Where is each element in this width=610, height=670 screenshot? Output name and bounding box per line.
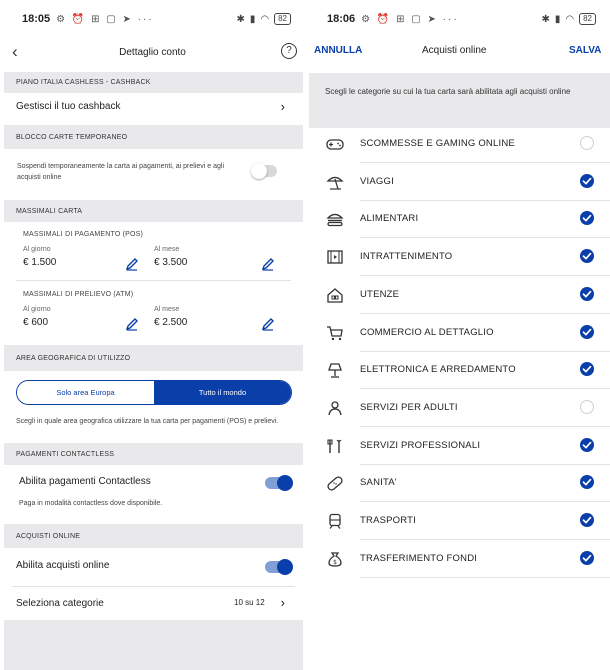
category-label: SERVIZI PROFESSIONALI [360, 439, 481, 451]
payment-day-value: € 1.500 [23, 257, 57, 268]
geo-option-world[interactable]: Tutto il mondo [154, 381, 291, 404]
online-purchases-screen [305, 0, 610, 670]
section-cashback: PIANO ITALIA CASHLESS - CASHBACK [4, 72, 303, 93]
category-row[interactable] [309, 427, 610, 465]
category-label: VIAGGI [360, 175, 394, 187]
limits-block [4, 222, 303, 340]
battery-icon: 82 [274, 13, 291, 25]
tools-icon [326, 438, 344, 454]
signal-icon: ▮ [554, 13, 561, 25]
temp-block-description: Sospendi temporaneamente la carta ai pagamenti, ai prelievi e agli acquisti online [17, 163, 225, 181]
bottom-background [4, 620, 303, 670]
contactless-label: Abilita pagamenti Contactless [19, 476, 151, 487]
page-header [0, 38, 305, 66]
signal-icon: ▮ [249, 13, 256, 25]
status-bar [305, 0, 610, 38]
edit-pencil-icon[interactable] [125, 317, 139, 331]
film-icon [326, 249, 344, 265]
geo-area-segmented-control [16, 380, 292, 405]
withdrawal-limits-title: MASSIMALI DI PRELIEVO (ATM) [23, 291, 134, 298]
burger-icon [326, 211, 344, 227]
checkmark-icon[interactable] [580, 287, 594, 301]
page-title: Dettaglio conto [119, 46, 186, 58]
category-label: SERVIZI PER ADULTI [360, 401, 458, 413]
wifi-icon: ◠ [565, 13, 575, 25]
select-categories-label: Seleziona categorie [16, 598, 104, 609]
unchecked-circle-icon[interactable] [580, 136, 594, 150]
category-label: TRASFERIMENTO FONDI [360, 552, 478, 564]
payment-month-value: € 3.500 [154, 257, 188, 268]
back-arrow-icon[interactable]: ‹ [12, 42, 18, 61]
temp-block-row [4, 149, 303, 195]
bandage-icon [326, 475, 344, 491]
section-geo-area: AREA GEOGRAFICA DI UTILIZZO [4, 345, 303, 371]
categories-count: 10 su 12 [234, 598, 265, 607]
chevron-right-icon: › [280, 595, 285, 610]
help-icon[interactable]: ? [281, 43, 297, 59]
checkmark-icon[interactable] [580, 438, 594, 452]
payment-day-label: Al giorno [23, 246, 51, 253]
divider [360, 577, 610, 578]
withdrawal-day-label: Al giorno [23, 306, 51, 313]
category-row[interactable] [309, 540, 610, 578]
wifi-icon: ◠ [260, 13, 270, 25]
category-row[interactable] [309, 502, 610, 540]
adult-icon [326, 400, 344, 416]
status-icons: ⚙ ⏰ ⊞ ▢ ➤ ··· [56, 13, 154, 25]
contactless-toggle[interactable] [265, 477, 289, 489]
select-categories-row[interactable] [4, 587, 303, 620]
checkmark-icon[interactable] [580, 362, 594, 376]
train-icon [326, 513, 344, 529]
unchecked-circle-icon[interactable] [580, 400, 594, 414]
checkmark-icon[interactable] [580, 249, 594, 263]
manage-cashback-label: Gestisci il tuo cashback [16, 101, 121, 112]
toggle-knob [251, 163, 267, 179]
contactless-row [4, 465, 303, 515]
beach-umbrella-icon [326, 174, 344, 190]
lamp-icon [326, 362, 344, 378]
online-toggle[interactable] [265, 561, 289, 573]
payment-month-label: Al mese [154, 246, 180, 253]
section-limits: MASSIMALI CARTA [4, 200, 303, 222]
payment-limits-title: MASSIMALI DI PAGAMENTO (POS) [23, 231, 144, 238]
category-row[interactable] [309, 163, 610, 201]
save-button[interactable]: SALVA [569, 45, 602, 56]
edit-pencil-icon[interactable] [261, 257, 275, 271]
status-bar [0, 0, 305, 38]
status-time: 18:05 [22, 13, 51, 25]
geo-option-europe[interactable]: Solo area Europa [17, 381, 154, 404]
category-label: TRASPORTI [360, 515, 416, 526]
divider [16, 280, 291, 281]
checkmark-icon[interactable] [580, 513, 594, 527]
checkmark-icon[interactable] [580, 475, 594, 489]
category-label: ALIMENTARI [360, 213, 419, 225]
status-icons: ⚙ ⏰ ⊞ ▢ ➤ ··· [361, 13, 459, 25]
checkmark-icon[interactable] [580, 325, 594, 339]
category-label: SCOMMESSE E GAMING ONLINE [360, 138, 515, 149]
geo-area-hint: Scegli in quale area geografica utilizzare la tua carta per pagamenti (POS) e prelievi. [16, 418, 279, 425]
contactless-hint: Paga in modalità contactless dove disponibile. [19, 500, 163, 507]
checkmark-icon[interactable] [580, 211, 594, 225]
category-row[interactable] [309, 276, 610, 314]
category-label: INTRATTENIMENTO [360, 251, 453, 263]
checkmark-icon[interactable] [580, 551, 594, 565]
manage-cashback-row[interactable] [4, 93, 303, 123]
category-label: SANITA' [360, 477, 397, 489]
withdrawal-month-label: Al mese [154, 306, 180, 313]
toggle-knob [277, 559, 293, 575]
cancel-button[interactable]: ANNULLA [314, 45, 363, 56]
category-row[interactable] [309, 314, 610, 352]
category-row[interactable] [309, 200, 610, 238]
category-row[interactable] [309, 389, 610, 427]
section-online-purchases: ACQUISTI ONLINE [4, 524, 303, 548]
page-title: Acquisti online [422, 45, 487, 56]
battery-icon: 82 [579, 13, 596, 25]
cart-icon [326, 325, 344, 341]
checkmark-icon[interactable] [580, 174, 594, 188]
category-row[interactable] [309, 125, 610, 163]
svg-text:$: $ [333, 558, 337, 566]
category-label: UTENZE [360, 288, 400, 300]
info-text: Scegli le categorie su cui la tua carta sarà abilitata agli acquisti online [325, 87, 571, 96]
edit-pencil-icon[interactable] [125, 257, 139, 271]
enable-online-row [4, 548, 303, 584]
section-temp-block: BLOCCO CARTE TEMPORANEO [4, 125, 303, 149]
toggle-knob [277, 475, 293, 491]
enable-online-label: Abilita acquisti online [16, 560, 110, 571]
temp-block-toggle[interactable] [253, 165, 277, 177]
category-label: ELETTRONICA E ARREDAMENTO [360, 364, 516, 376]
money-bag-icon [326, 551, 344, 567]
house-icon [326, 287, 344, 303]
bluetooth-icon: ✱ [236, 13, 245, 25]
chevron-right-icon: › [280, 99, 285, 114]
section-contactless: PAGAMENTI CONTACTLESS [4, 443, 303, 465]
status-time: 18:06 [327, 13, 356, 25]
category-label: COMMERCIO AL DETTAGLIO [360, 326, 494, 338]
category-row[interactable] [309, 464, 610, 502]
info-banner [309, 73, 610, 128]
withdrawal-day-value: € 600 [23, 317, 49, 328]
category-row[interactable] [309, 238, 610, 276]
edit-pencil-icon[interactable] [261, 317, 275, 331]
category-row[interactable] [309, 351, 610, 389]
gamepad-icon [326, 136, 344, 152]
bluetooth-icon: ✱ [541, 13, 550, 25]
withdrawal-month-value: € 2.500 [154, 317, 188, 328]
